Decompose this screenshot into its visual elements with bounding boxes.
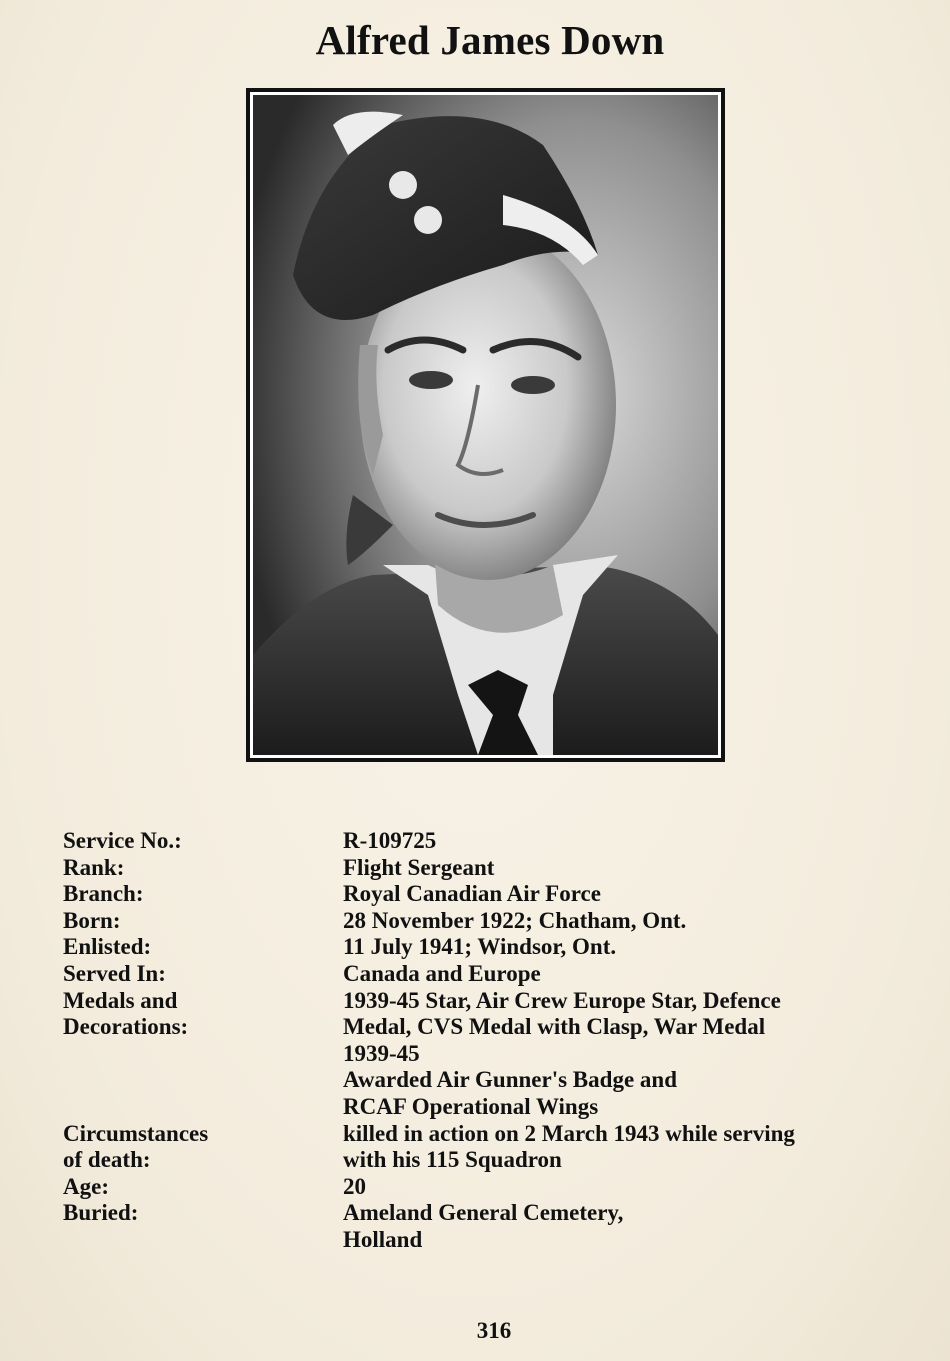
field-label: Buried: — [63, 1200, 139, 1226]
field-row-served-in — [63, 961, 903, 988]
field-label: Circumstances of death: — [63, 1120, 209, 1173]
service-record — [63, 828, 903, 1254]
field-row-medals — [63, 988, 903, 1121]
portrait-photo — [246, 88, 725, 762]
field-label: Served In: — [63, 960, 166, 986]
field-value: R-109725 — [343, 828, 437, 853]
field-value: 1939-45 Star, Air Crew Europe Star, Defence Medal, CVS Medal with Clasp, War Medal 1939-45 Awarded Air Gunner's Badge and RCAF Operational Wings — [343, 987, 781, 1119]
field-row-enlisted — [63, 934, 903, 961]
field-label: Branch: — [63, 881, 144, 907]
field-value: 28 November 1922; Chatham, Ont. — [343, 907, 687, 933]
field-row-buried — [63, 1200, 903, 1253]
field-value: killed in action on 2 March 1943 while serving with his 115 Squadron — [343, 1120, 795, 1173]
field-row-born — [63, 908, 903, 935]
field-label: Enlisted: — [63, 934, 152, 960]
field-row-rank — [63, 855, 903, 882]
field-value: Flight Sergeant — [343, 854, 495, 880]
page-number: 316 — [476, 1318, 512, 1343]
field-label: Service No.: — [63, 828, 182, 853]
field-value: 20 — [343, 1173, 366, 1199]
field-row-service-no — [63, 828, 903, 855]
field-value: Ameland General Cemetery, Holland — [343, 1200, 624, 1252]
field-row-age — [63, 1174, 903, 1201]
field-value: Royal Canadian Air Force — [343, 881, 601, 907]
field-row-branch — [63, 881, 903, 908]
page-title: Alfred James Down — [315, 17, 665, 63]
field-row-circumstances — [63, 1121, 903, 1174]
portrait-image — [253, 95, 718, 755]
field-label: Rank: — [63, 854, 125, 880]
field-label: Born: — [63, 907, 121, 933]
field-label: Medals and Decorations: — [63, 987, 189, 1040]
field-label: Age: — [63, 1173, 109, 1199]
field-value: 11 July 1941; Windsor, Ont. — [343, 934, 617, 960]
field-value: Canada and Europe — [343, 960, 541, 986]
